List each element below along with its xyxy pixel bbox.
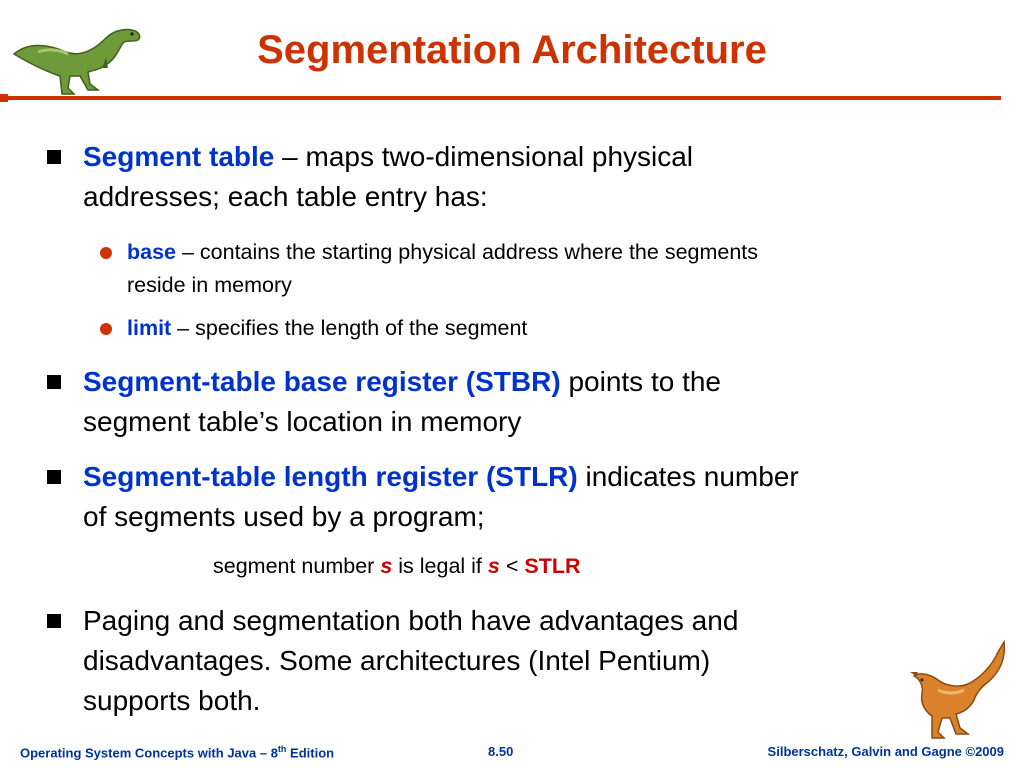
footer-slide-number: 8.50 [488,744,514,759]
bullet-square-icon [47,375,61,389]
bullet-paging-segmentation: Paging and segmentation both have advantages and disadvantages. Some architectures (Intel Pentium) supports both. [83,605,739,716]
bullet-segment-table: Segment table – maps two-dimensional physical addresses; each table entry has: [83,141,694,212]
slide-title: Segmentation Architecture [257,28,767,72]
bullet-stbr: Segment-table base register (STBR) points to the segment table’s location in memory [83,366,722,437]
subbullet-base: base – contains the starting physical address where the segments reside in memory [127,240,759,297]
keyword: Segment table [83,141,275,172]
bullet-square-icon [47,470,61,484]
bullet-square-icon [47,150,61,164]
bullet-circle-icon [100,247,112,259]
legality-formula: segment number s is legal if s < STLR [213,554,581,578]
footer-copyright: Silberschatz, Galvin and Gagne ©2009 [767,744,1004,759]
footer-book-title: Operating System Concepts with Java – 8th Edition [20,744,335,761]
bullet-circle-icon [100,323,112,335]
subbullet-limit: limit – specifies the length of the segment [127,316,528,340]
keyword: Segment-table base register (STBR) [83,366,561,397]
keyword: base [127,240,177,264]
keyword: Segment-table length register (STLR) [83,461,578,492]
dinosaur-orange-icon [908,638,1012,742]
bullet-square-icon [47,614,61,628]
keyword: limit [127,316,172,340]
bullet-stlr: Segment-table length register (STLR) indicates number of segments used by a program; [83,461,799,532]
